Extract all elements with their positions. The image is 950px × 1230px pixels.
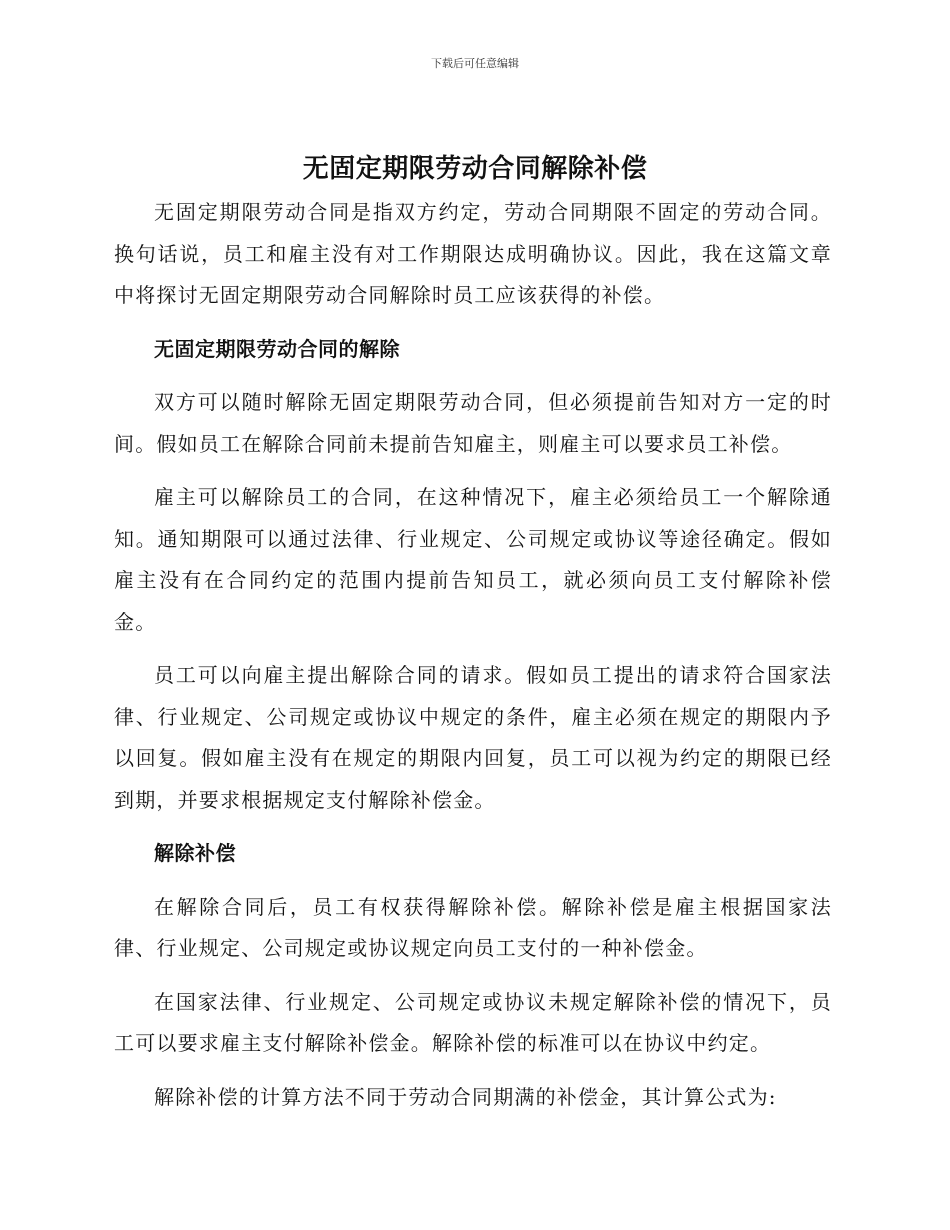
section-heading-termination: 无固定期限劳动合同的解除 <box>154 336 400 361</box>
document-title: 无固定期限劳动合同解除补偿 <box>302 154 648 184</box>
document-body <box>114 192 832 1130</box>
paragraph-compensation-formula: 解除补偿的计算方法不同于劳动合同期满的补偿金，其计算公式为: <box>154 1084 777 1109</box>
paragraph-mutual-termination: 双方可以随时解除无固定期限劳动合同，但必须提前告知对方一定的时间。假如员工在解除合同前未提前告知雇主，则雇主可以要求员工补偿。 <box>114 390 832 456</box>
paragraph-employee-request: 员工可以向雇主提出解除合同的请求。假如员工提出的请求符合国家法律、行业规定、公司规定或协议中规定的条件，雇主必须在规定的期限内予以回复。假如雇主没有在规定的期限内回复，员工可以视为约定的期限已经到期，并要求根据规定支付解除补偿金。 <box>114 663 832 812</box>
paragraph-intro: 无固定期限劳动合同是指双方约定，劳动合同期限不固定的劳动合同。换句话说，员工和雇主没有对工作期限达成明确协议。因此，我在这篇文章中将探讨无固定期限劳动合同解除时员工应该获得的补偿。 <box>114 200 832 307</box>
paragraph-compensation-unspecified: 在国家法律、行业规定、公司规定或协议未规定解除补偿的情况下，员工可以要求雇主支付解除补偿金。解除补偿的标准可以在协议中约定。 <box>114 989 832 1055</box>
paragraph-compensation-right: 在解除合同后，员工有权获得解除补偿。解除补偿是雇主根据国家法律、行业规定、公司规定或协议规定向员工支付的一种补偿金。 <box>114 894 832 960</box>
paragraph-employer-termination: 雇主可以解除员工的合同，在这种情况下，雇主必须给员工一个解除通知。通知期限可以通过法律、行业规定、公司规定或协议等途径确定。假如雇主没有在合同约定的范围内提前告知员工，就必须向员工支付解除补偿金。 <box>114 485 832 634</box>
section-heading-compensation: 解除补偿 <box>154 841 236 865</box>
header-note: 下载后可任意编辑 <box>431 57 519 70</box>
